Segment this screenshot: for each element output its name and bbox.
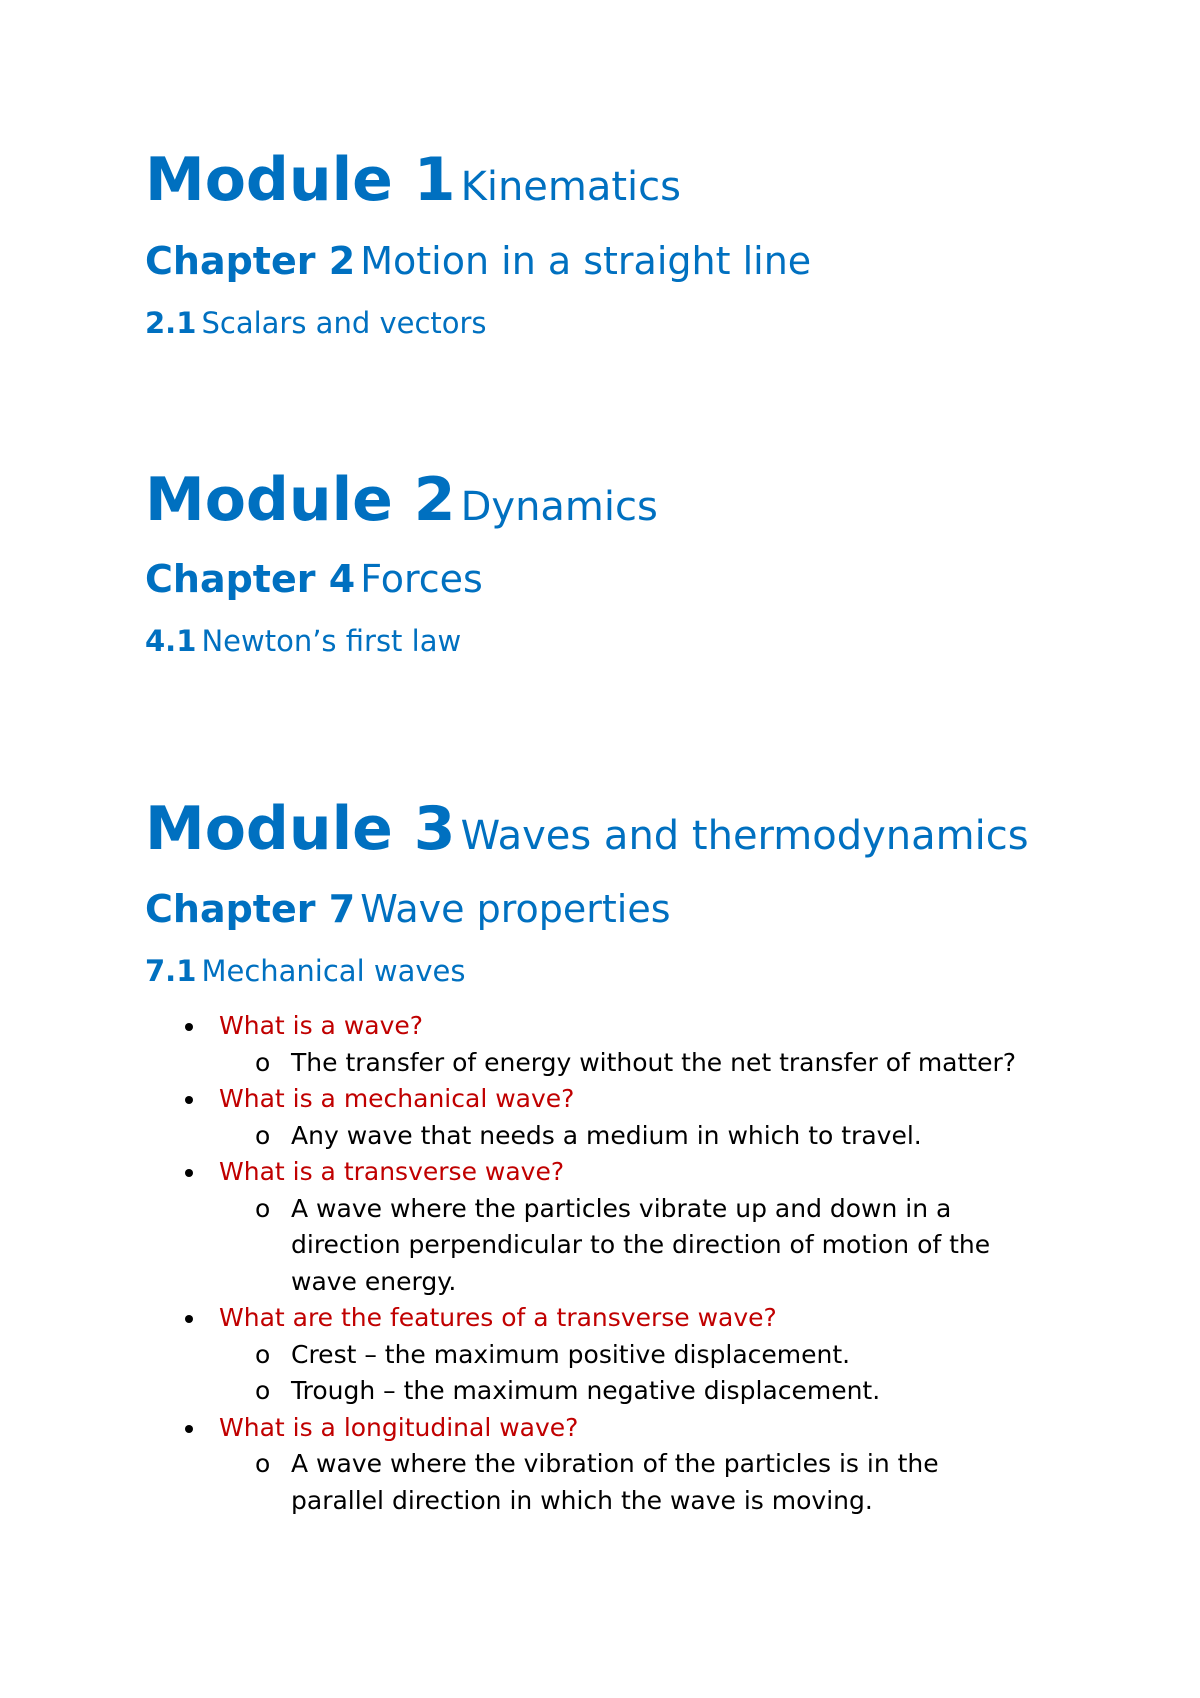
- question-item: [0, 1081, 1200, 1118]
- chapter-4-heading: [145, 557, 483, 601]
- section-title: Mechanical waves: [201, 954, 466, 988]
- module-3-heading: [145, 794, 1029, 864]
- answer-item: [0, 1337, 1031, 1374]
- chapter-title: Wave properties: [360, 887, 671, 931]
- sub-bullet-icon: o: [255, 1120, 271, 1150]
- question-item: [0, 1300, 1200, 1337]
- sub-bullet-icon: o: [255, 1449, 271, 1478]
- chapter-number: Chapter 2: [145, 239, 356, 283]
- module-title: Dynamics: [460, 484, 658, 530]
- module-number: Module 2: [145, 465, 456, 535]
- section-7-1-heading: [145, 954, 466, 988]
- question-text: What is a wave?: [219, 1011, 424, 1040]
- question-text: What is a mechanical wave?: [219, 1084, 575, 1113]
- section-4-1-heading: [145, 624, 462, 658]
- chapter-title: Forces: [360, 557, 483, 601]
- module-number: Module 1: [145, 145, 456, 215]
- chapter-number: Chapter 7: [145, 887, 356, 931]
- answer-item: [0, 1446, 1031, 1519]
- sub-bullet-icon: o: [255, 1339, 271, 1369]
- chapter-2-heading: [145, 239, 812, 283]
- module-1-heading: [145, 145, 682, 215]
- sub-bullet-icon: o: [255, 1376, 271, 1405]
- module-2-heading: [145, 465, 658, 535]
- answer-text: Trough – the maximum negative displacement.: [291, 1376, 881, 1405]
- answer-text: Crest – the maximum positive displacement.: [291, 1339, 851, 1369]
- module-title: Kinematics: [460, 164, 682, 210]
- section-title: Scalars and vectors: [201, 306, 487, 340]
- answer-text: Any wave that needs a medium in which to travel.: [291, 1120, 922, 1150]
- question-text: What is a transverse wave?: [219, 1157, 565, 1186]
- section-number: 4.1: [145, 624, 197, 658]
- section-title: Newton’s first law: [201, 624, 462, 658]
- question-text: What is a longitudinal wave?: [219, 1412, 579, 1442]
- chapter-title: Motion in a straight line: [360, 239, 812, 283]
- sub-bullet-icon: o: [255, 1193, 271, 1223]
- question-text: What are the features of a transverse wave?: [219, 1303, 777, 1332]
- sub-bullet-icon: o: [255, 1047, 271, 1077]
- answer-text: A wave where the particles vibrate up and down in a direction perpendicular to the direction of motion of the wave energy.: [291, 1193, 991, 1296]
- question-item: [0, 1410, 1200, 1447]
- answer-text: The transfer of energy without the net transfer of matter?: [291, 1047, 1017, 1077]
- answer-item: [0, 1118, 1031, 1155]
- chapter-number: Chapter 4: [145, 557, 356, 601]
- answer-text: A wave where the vibration of the particles is in the parallel direction in which the wave is moving.: [291, 1449, 939, 1515]
- answer-item: [0, 1191, 1031, 1301]
- module-number: Module 3: [145, 794, 456, 864]
- answer-item: [0, 1045, 1031, 1082]
- chapter-7-heading: [145, 887, 671, 931]
- question-item: [0, 1008, 1200, 1045]
- module-title: Waves and thermodynamics: [460, 813, 1029, 859]
- question-item: [0, 1154, 1200, 1191]
- section-number: 7.1: [145, 954, 197, 988]
- section-2-1-heading: [145, 306, 487, 340]
- answer-item: [0, 1373, 1031, 1410]
- section-number: 2.1: [145, 306, 197, 340]
- question-answer-list: [0, 1008, 1200, 1519]
